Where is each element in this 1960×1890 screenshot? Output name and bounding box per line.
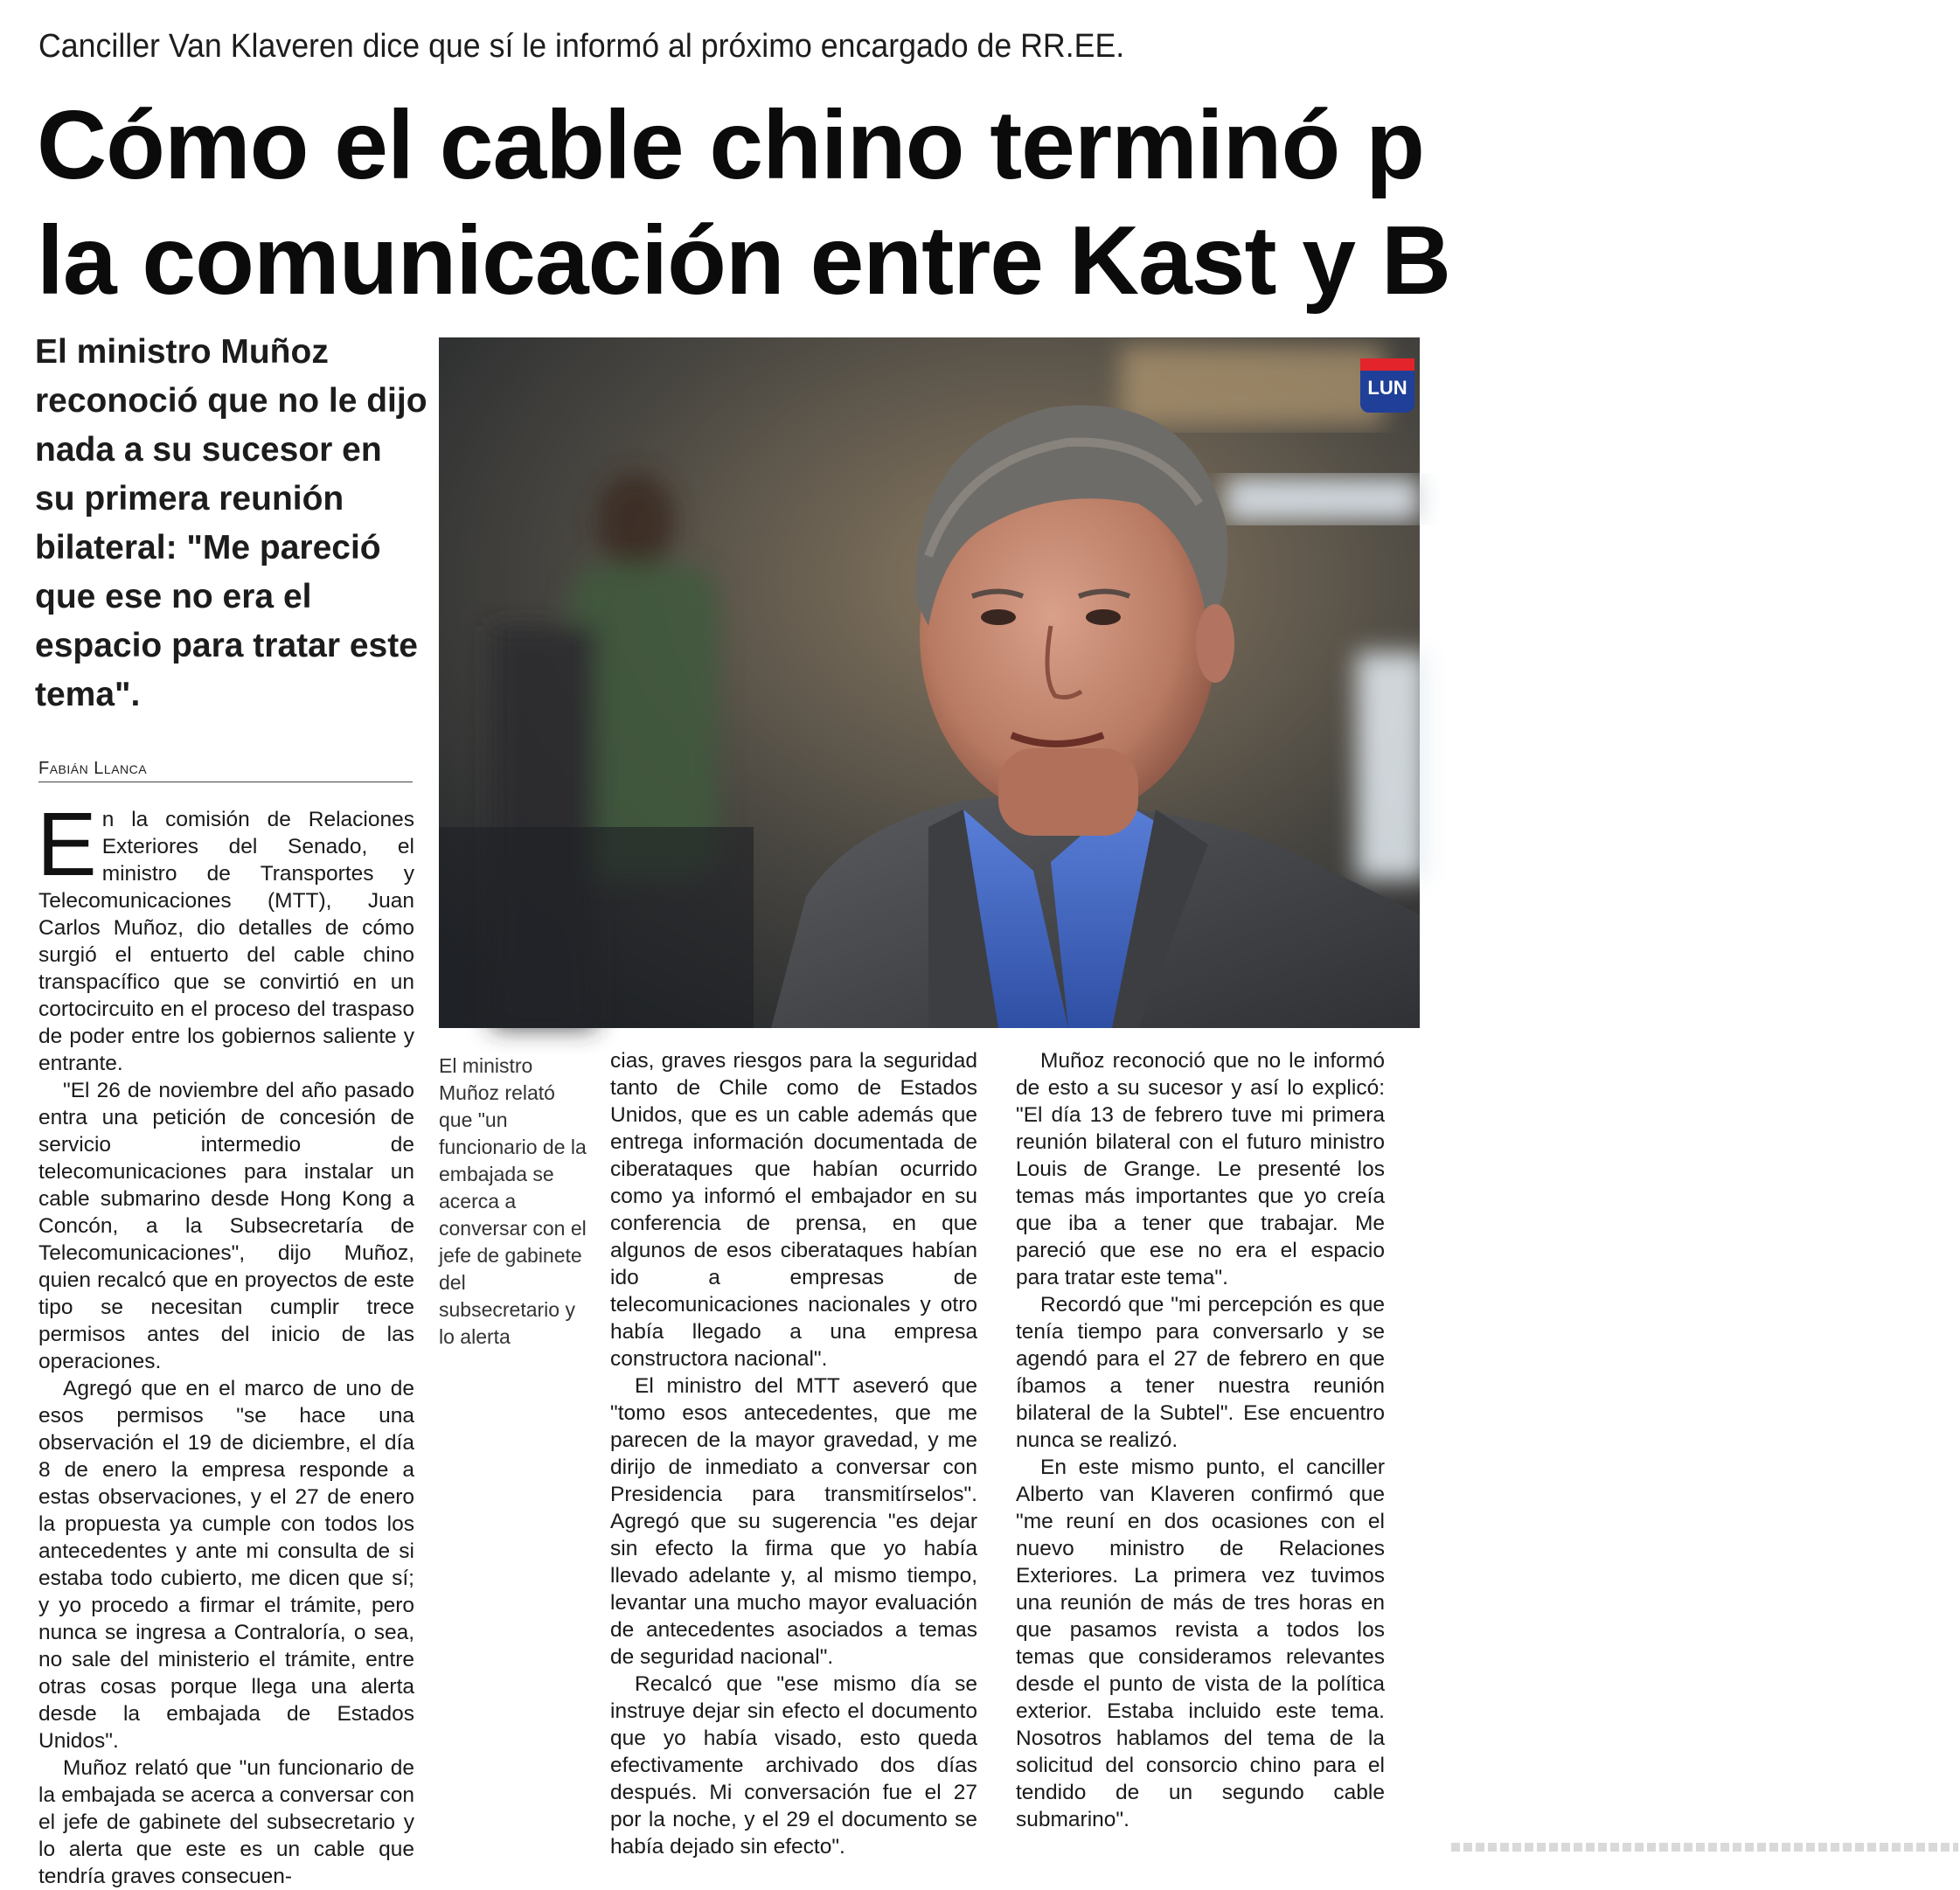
paragraph — [37, 794, 414, 1077]
paragraph: "El 26 de noviembre del año pasado entra una petición de concesión de servicio intermedio de telecomunicaciones para instalar un cable submarino desde Hong Kong a Concón, a la Subsecretaría de Telecomunicaciones", dijo Muñoz, quien recalcó que en proyectos de este tipo se necesitan cumplir trece permisos antes del inicio de las operaciones. — [38, 1079, 414, 1373]
headline — [37, 87, 1451, 319]
article-photo — [439, 337, 1420, 1028]
paragraph: Muñoz reconoció que no le informó de esto a su sucesor y así lo explicó: "El día 13 de febrero tuve mi primera reunión bilateral con el futuro ministro Louis de Grange. Le presenté los temas más importantes que yo creía que iba a tener que trabajar. Me pareció que ese no era el espacio para tratar este tema". — [1016, 1049, 1385, 1289]
photo-minister-portrait — [439, 337, 1420, 1028]
paragraph: En este mismo punto, el canciller Alberto van Klaveren confirmó que "me reuní en dos ocasiones con el nuevo ministro de Relaciones Exteriores. La primera vez tuvimos una reunión de más de tres horas en que pasamos revista a todos los temas que consideramos relevantes desde el punto de vista de la política exterior. Estaba incluido este tema. Nosotros hablamos del tema de la solicitud del consorcio chino para el tendido de un segundo cable submarino". — [1016, 1456, 1385, 1831]
article-column-2 — [610, 1047, 977, 1859]
photo-caption: El ministro Muñoz relató que "un funcionario de la embajada se acerca a conversar con el jefe de gabinete del subsecretario y lo alerta — [439, 1054, 587, 1348]
byline: Fabián Llanca — [38, 759, 413, 782]
paragraph: El ministro del MTT aseveró que "tomo esos antecedentes, que me parecen de la mayor gravedad, y me dirijo de inmediato a conversar con Presidencia para transmitírselos". Agregó que su sugerencia "es dejar sin efecto la firma que yo había llevado adelante y, al mismo tiempo, levantar una mucho mayor evaluación de antecedentes asociados a temas de seguridad nacional". — [610, 1374, 977, 1669]
article-column-1 — [37, 794, 414, 1888]
article-deck: El ministro Muñoz reconoció que no le dijo nada a su sucesor en su primera reunión bilateral: "Me pareció que ese no era el espacio para tratar este tema". — [35, 333, 427, 713]
cropped-footer-strip — [1451, 1843, 1958, 1852]
headline-line-1: Cómo el cable chino terminó p — [37, 91, 1424, 199]
paragraph: cias, graves riesgos para la seguridad tanto de Chile como de Estados Unidos, que es un cable además que entrega información documentada de ciberataques que habían ocurrido como ya informó el embajador en su conferencia de prensa, en que algunos de esos ciberataques habían ido a empresas de telecomunicaciones nacionales y otro había llegado a una empresa constructora nacional". — [610, 1049, 977, 1371]
badge-red-band — [1360, 358, 1414, 371]
badge-text: LUN — [1367, 377, 1407, 399]
paragraph: Muñoz relató que "un funcionario de la embajada se acerca a conversar con el jefe de gabinete del subsecretario y lo alerta que este es un cable que tendría graves consecuen- — [38, 1756, 414, 1888]
article-column-3 — [1016, 1047, 1385, 1838]
paragraph-text: n la comisión de Relaciones Exteriores del Senado, el ministro de Transportes y Telecomunicaciones (MTT), Juan Carlos Muñoz, dio detalles de cómo surgió el entuerto del cable chino transpacífico que se convirtió en un cortocircuito en el proceso del traspaso de poder entre los gobiernos saliente y entrante. — [38, 808, 414, 1075]
paragraph: Recalcó que "ese mismo día se instruye dejar sin efecto el documento que yo había visado, esto queda efectivamente archivado dos días después. Mi conversación fue el 27 por la noche, y el 29 el documento se había dejado sin efecto". — [610, 1672, 977, 1859]
article-kicker: Canciller Van Klaveren dice que sí le informó al próximo encargado de RR.EE. — [38, 28, 1125, 65]
drop-cap: E — [37, 794, 97, 894]
paragraph: Agregó que en el marco de uno de esos permisos "se hace una observación el 19 de diciembre, el día 8 de enero la empresa responde a estas observaciones, y el 27 de enero la propuesta ya cumple con todos los antecedentes y ante mi consulta de si estaba todo cubierto, me dicen que sí; y yo procedo a firmar el trámite, pero nunca se ingresa a Contraloría, o sea, no sale del ministerio el trámite, entre otras cosas porque llega una alerta desde la embajada de Estados Unidos". — [38, 1377, 414, 1753]
headline-line-2: la comunicación entre Kast y B — [37, 206, 1451, 315]
lun-logo-badge — [1360, 358, 1414, 413]
paragraph: Recordó que "mi percepción es que tenía tiempo para conversarlo y se agendó para el 27 de febrero en que íbamos a tener nuestra reunión bilateral de la Subtel". Ese encuentro nunca se realizó. — [1016, 1293, 1385, 1452]
